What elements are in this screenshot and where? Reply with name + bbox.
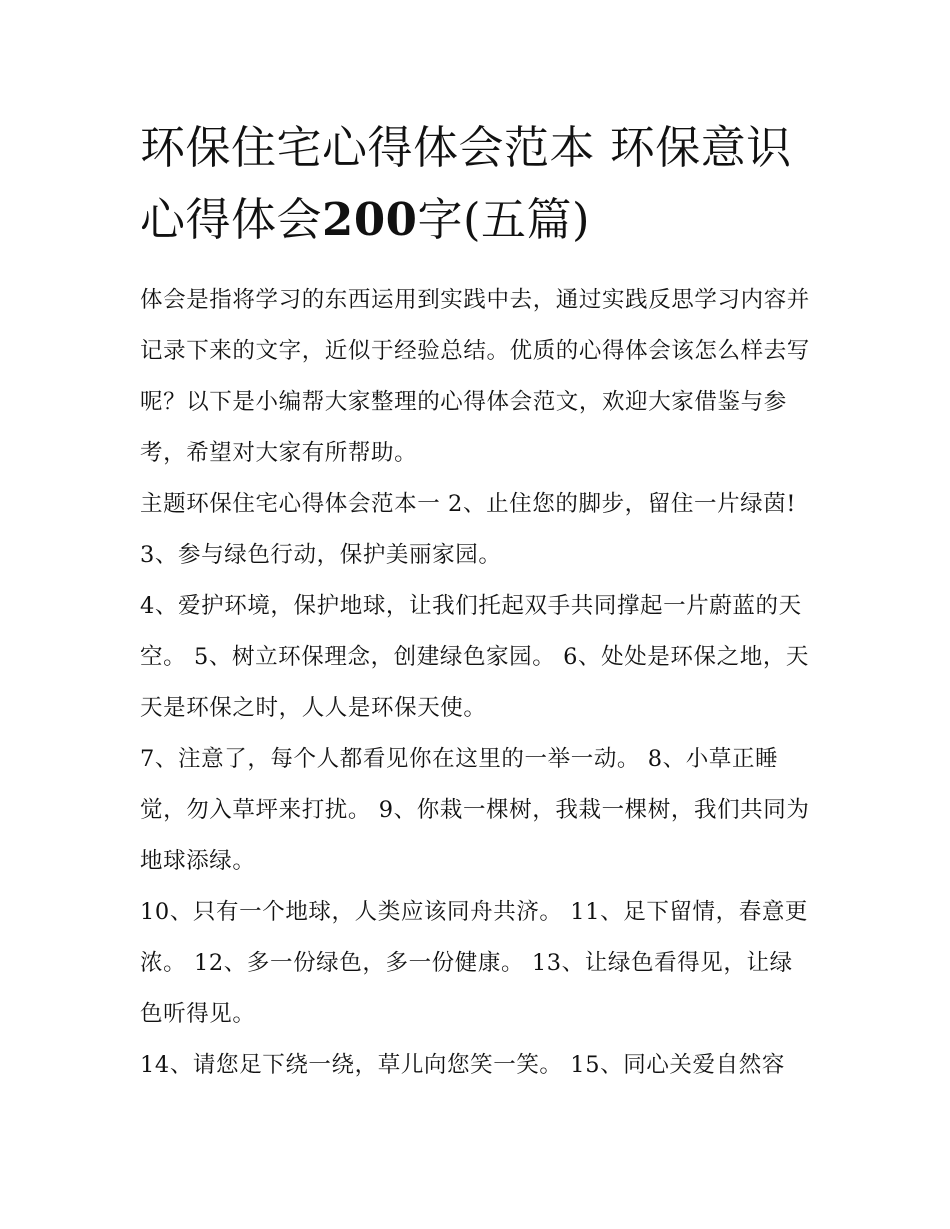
title-number: 200 (322, 193, 418, 246)
document-body (140, 112, 815, 1091)
paragraph-slogans-4: 10、只有一个地球，人类应该同舟共济。 11、足下留情，春意更浓。 12、多一份绿色，多一份健康。 13、让绿色看得见，让绿色听得见。 (140, 899, 809, 1027)
title-text-part2: 字(五篇) (417, 193, 591, 246)
paragraph-slogans-5: 14、请您足下绕一绕，草儿向您笑一笑。 15、同心关爱自然容 (140, 1052, 785, 1078)
title-text-part1: 环保住宅心得体会范本 环保意识心得体会 (140, 121, 792, 246)
paragraph-slogans-3: 7、注意了，每个人都看见你在这里的一举一动。 8、小草正睡觉，勿入草坪来打扰。 9、你栽一棵树，我栽一棵树，我们共同为地球添绿。 (140, 746, 810, 874)
document-title (140, 112, 815, 256)
paragraph-intro: 体会是指将学习的东西运用到实践中去，通过实践反思学习内容并记录下来的文字，近似于经验总结。优质的心得体会该怎么样去写呢？以下是小编帮大家整理的心得体会范文，欢迎大家借鉴与参考，希望对大家有所帮助。 (140, 287, 810, 466)
paragraph-slogans-2: 4、爱护环境，保护地球，让我们托起双手共同撑起一片蔚蓝的天空。 5、树立环保理念，创建绿色家园。 6、处处是环保之地，天天是环保之时，人人是环保天使。 (140, 593, 810, 721)
paragraph-slogans-1: 主题环保住宅心得体会范本一 2、止住您的脚步，留住一片绿茵! 3、参与绿色行动，保护美丽家园。 (140, 491, 797, 568)
